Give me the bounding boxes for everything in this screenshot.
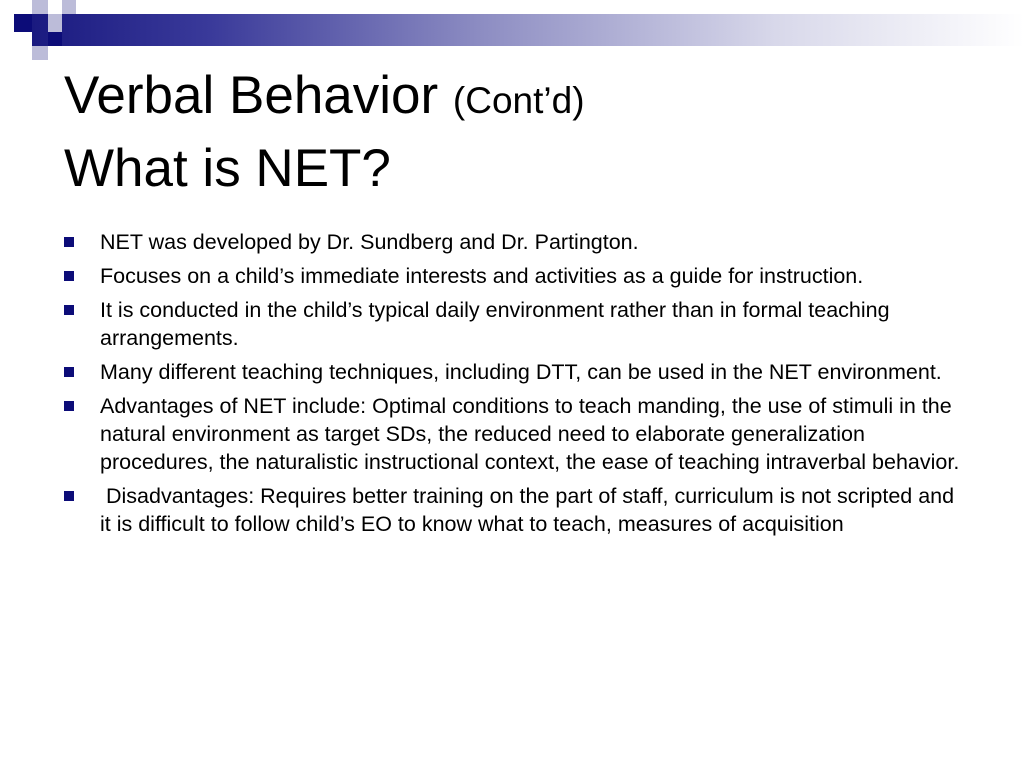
header-gradient-band [32, 14, 1024, 46]
decorative-square-dark [48, 32, 62, 46]
title-subheading: What is NET? [64, 139, 391, 198]
decorative-square-light [48, 14, 62, 32]
square-bullet-icon [64, 491, 74, 501]
square-bullet-icon [64, 305, 74, 315]
bullet-item [64, 228, 964, 256]
bullet-item [64, 392, 964, 476]
bullet-text: NET was developed by Dr. Sundberg and Dr. Partington. [100, 230, 639, 254]
bullet-text: It is conducted in the child’s typical daily environment rather than in formal teaching arrangements. [100, 298, 896, 350]
square-bullet-icon [64, 367, 74, 377]
bullet-item [64, 296, 964, 352]
decorative-square-light [32, 46, 48, 60]
decorative-square-dark [14, 14, 32, 32]
square-bullet-icon [64, 237, 74, 247]
square-bullet-icon [64, 401, 74, 411]
title-suffix: (Cont’d) [452, 80, 585, 121]
slide-title [64, 62, 964, 203]
square-bullet-icon [64, 271, 74, 281]
bullet-text: Disadvantages: Requires better training on the part of staff, curriculum is not scripted and it is difficult to follow child’s EO to know what to teach, measures of acquisition [100, 484, 961, 536]
decorative-square-light [62, 0, 76, 14]
bullet-text: Advantages of NET include: Optimal conditions to teach manding, the use of stimuli in the natural environment as target SDs, the reduced need to elaborate generalization procedures, the naturalistic instructional context, the ease of teaching intraverbal behavior. [100, 394, 960, 474]
bullet-text: Focuses on a child’s immediate interests and activities as a guide for instruction. [100, 264, 864, 288]
decorative-square-light [32, 0, 48, 14]
bullet-list [64, 228, 964, 544]
bullet-item [64, 262, 964, 290]
title-main: Verbal Behavior [64, 66, 453, 125]
bullet-text: Many different teaching techniques, including DTT, can be used in the NET environment. [100, 360, 942, 384]
bullet-item [64, 482, 964, 538]
bullet-item [64, 358, 964, 386]
